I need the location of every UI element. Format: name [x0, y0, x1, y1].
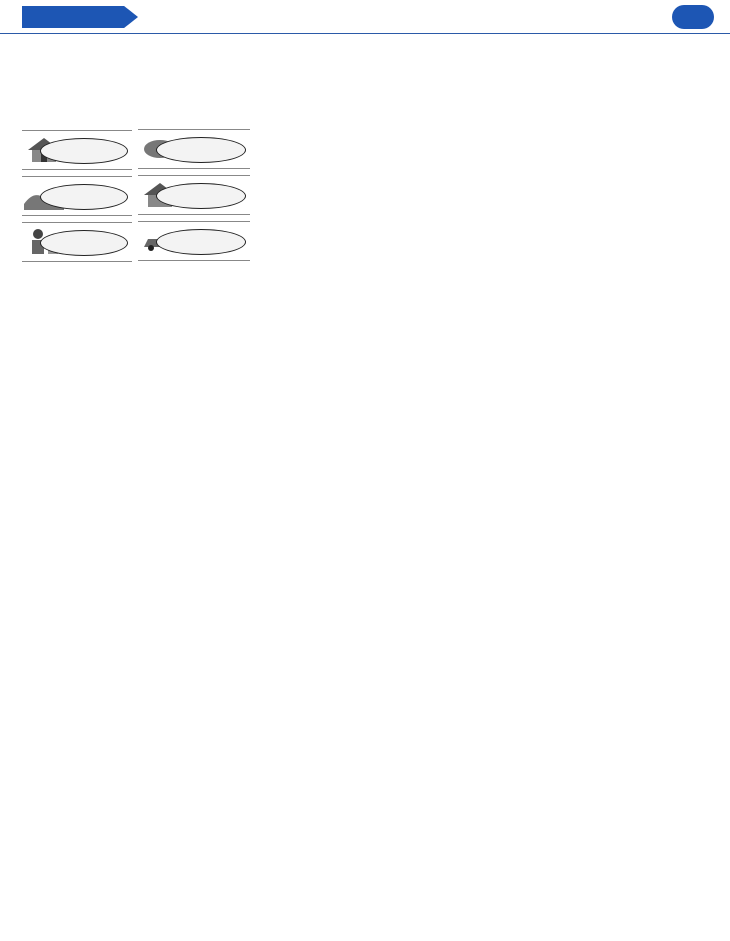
vehiculos-banner	[138, 221, 250, 261]
column-1	[22, 130, 132, 930]
column-2	[138, 124, 250, 634]
section-title	[22, 52, 712, 108]
page-header	[0, 0, 730, 34]
terrenos-banner	[22, 176, 132, 216]
casas-banner	[22, 130, 132, 170]
empleos-label	[40, 230, 128, 256]
newspaper-brand	[22, 6, 138, 28]
vehiculos-label	[156, 229, 246, 255]
casas-label	[40, 138, 128, 164]
negocios-banner	[138, 129, 250, 169]
terrenos-label	[40, 184, 128, 210]
arriendos-label	[156, 183, 246, 209]
empleos-banner	[22, 222, 132, 262]
arriendos-banner	[138, 175, 250, 215]
negocios-label	[156, 137, 246, 163]
page-number	[672, 5, 714, 29]
